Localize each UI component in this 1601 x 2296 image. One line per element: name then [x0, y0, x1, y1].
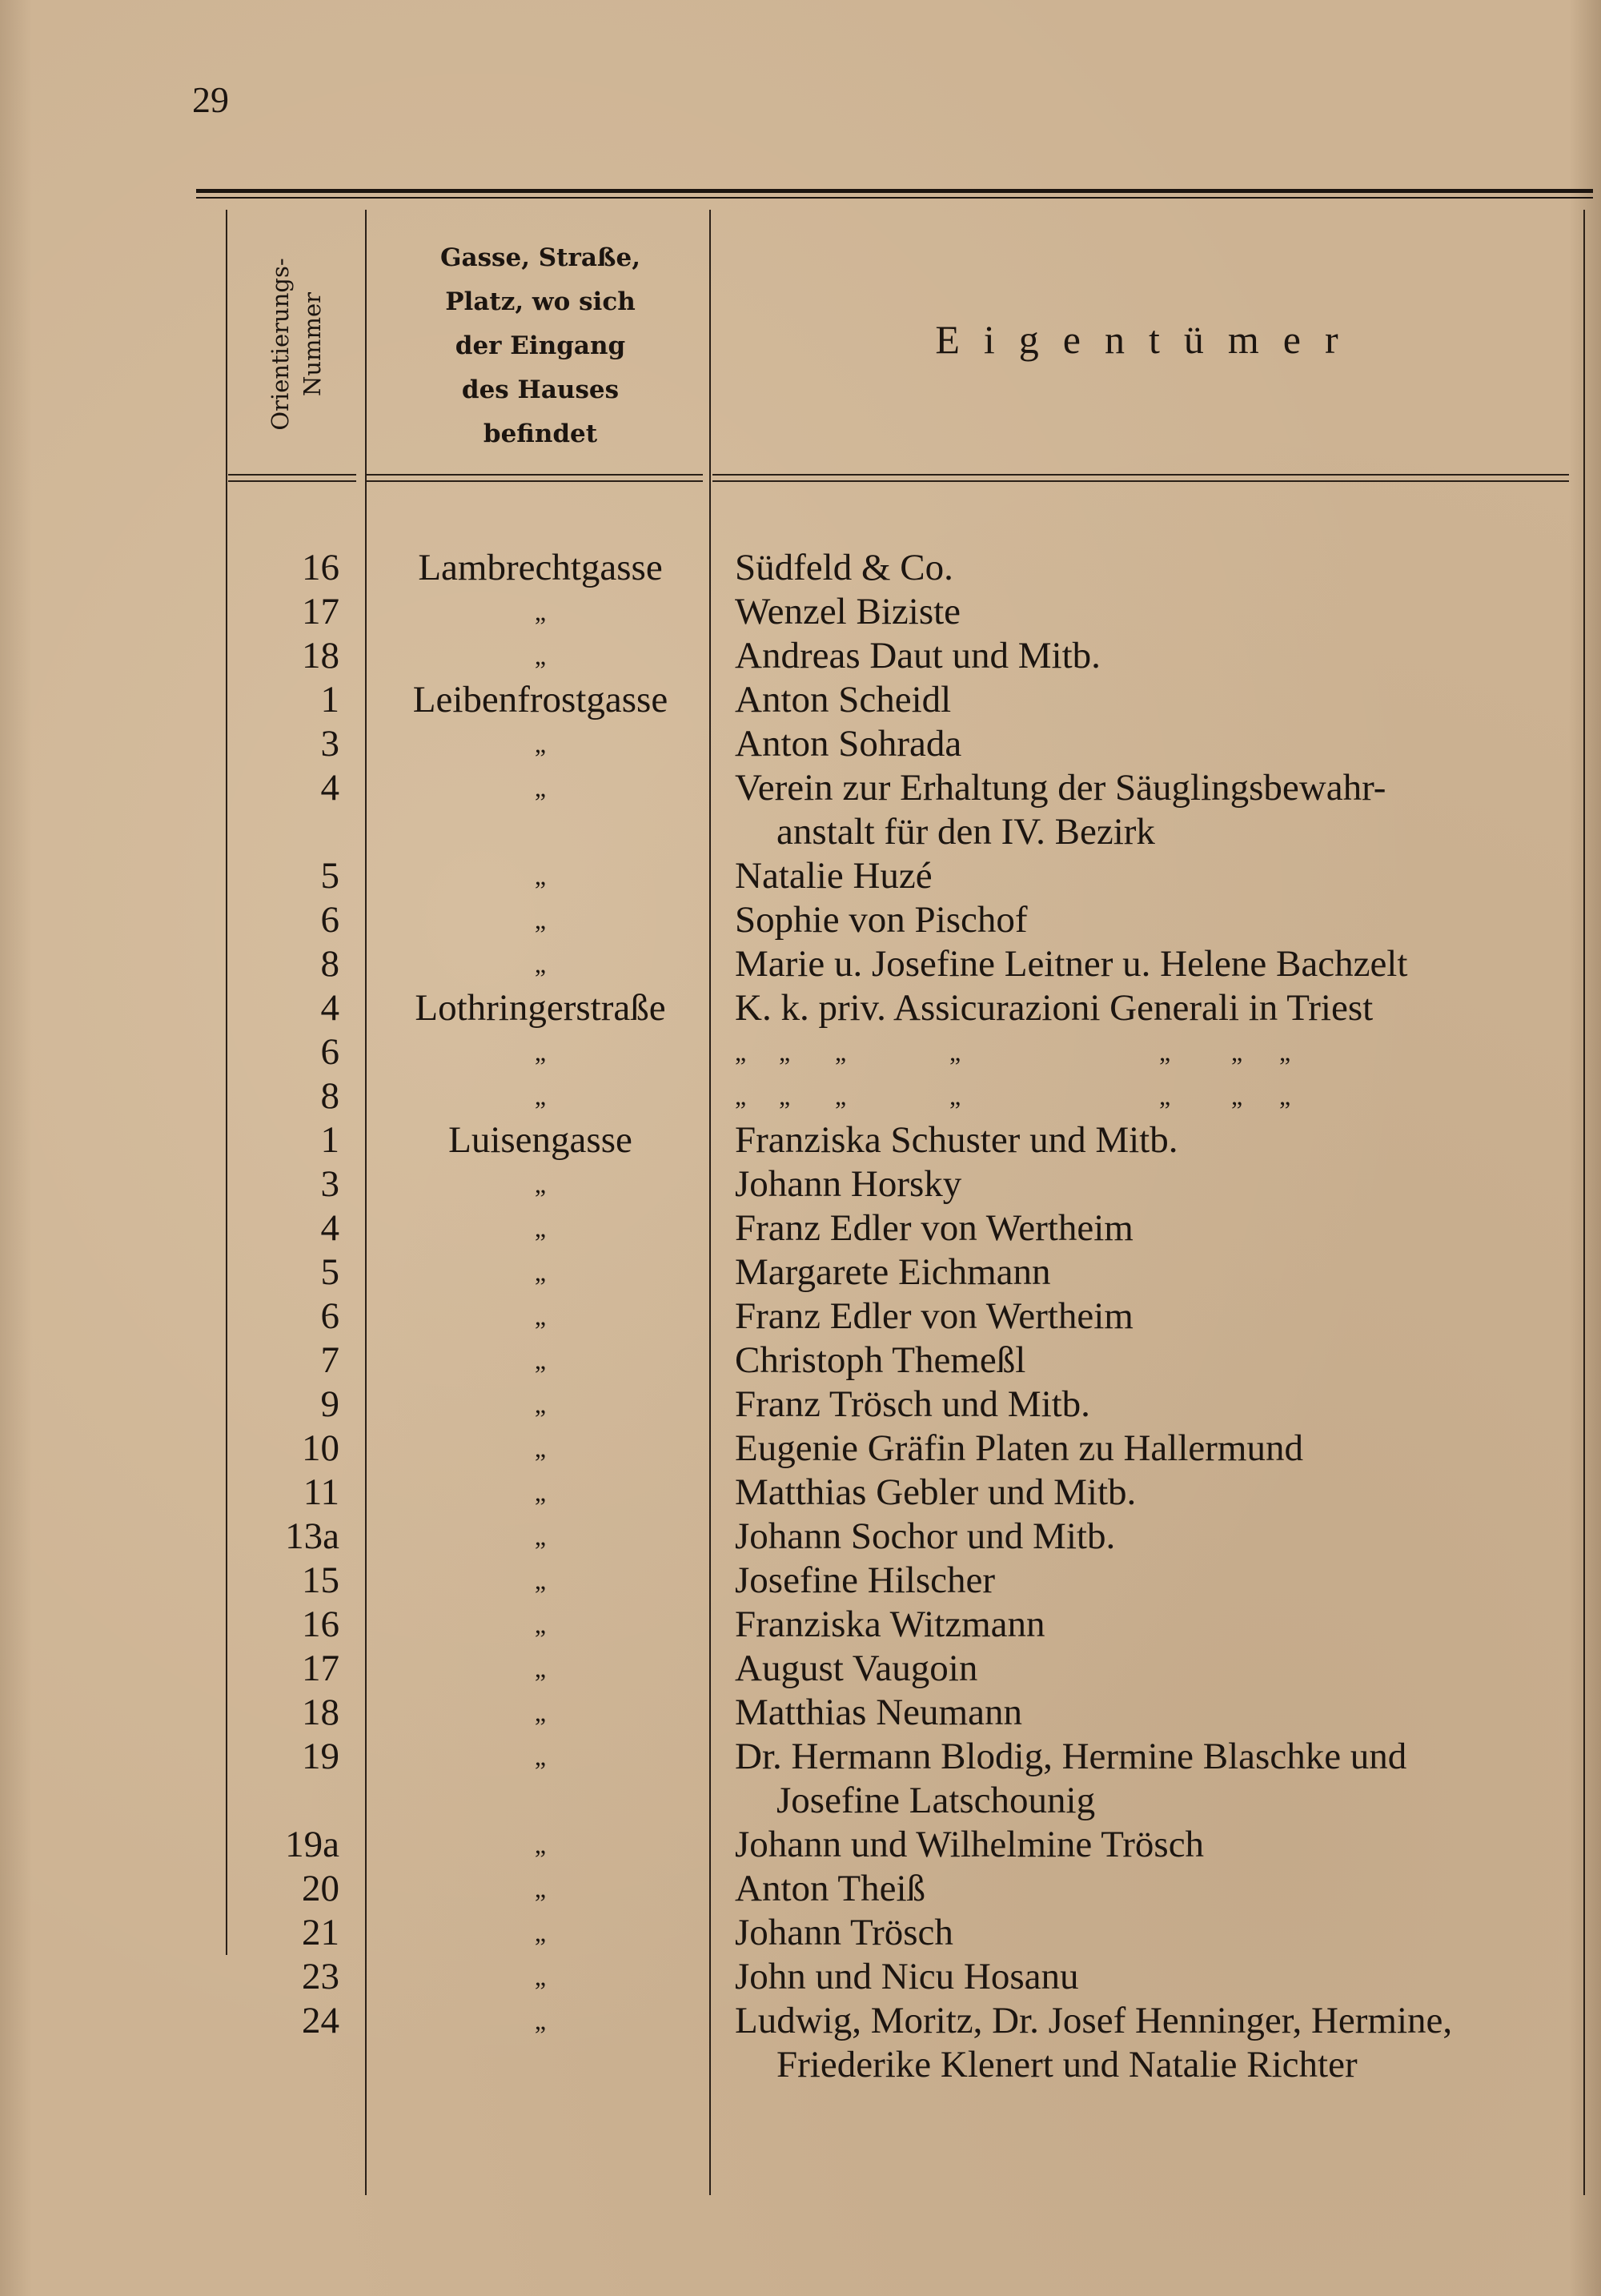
ditto-mark: „	[1159, 1038, 1171, 1066]
header-underline-1b	[228, 480, 356, 482]
ditto-mark: „	[735, 1082, 747, 1110]
header-street-line: des Hauses	[461, 375, 620, 404]
header-underline-3b	[712, 480, 1569, 482]
street-name: „	[534, 1566, 547, 1595]
orientation-number: 16	[302, 547, 339, 588]
street-name: „	[534, 905, 547, 934]
orientation-number: 4	[320, 1207, 339, 1249]
ditto-mark: „	[1279, 1082, 1291, 1110]
street-name: „	[534, 1830, 547, 1859]
header-street-column	[368, 236, 712, 456]
owner-name: Andreas Daut und Mitb.	[735, 635, 1101, 676]
ditto-mark: „	[835, 1082, 847, 1110]
orientation-number: 9	[320, 1383, 339, 1425]
page-number: 29	[192, 79, 229, 120]
owner-name: John und Nicu Hosanu	[735, 1956, 1079, 1997]
owner-name: Franz Trösch und Mitb.	[735, 1383, 1090, 1425]
header-underline-2	[367, 474, 703, 476]
owner-name: August Vaugoin	[735, 1648, 978, 1689]
street-name: „	[534, 1478, 547, 1507]
owner-name: Margarete Eichmann	[735, 1251, 1051, 1293]
street-name: „	[534, 1522, 547, 1551]
street-name: „	[534, 773, 547, 802]
orientation-number: 10	[302, 1427, 339, 1469]
orientation-number: 20	[302, 1868, 339, 1909]
street-name: „	[534, 729, 547, 758]
header-street-line: Platz, wo sich	[445, 287, 636, 316]
owner-name: Franziska Witzmann	[735, 1604, 1045, 1645]
ditto-mark: „	[949, 1038, 961, 1066]
header-number-line1: Orientierungs-	[267, 258, 294, 431]
owner-name: Verein zur Erhaltung der Säuglingsbewahr-	[735, 767, 1386, 809]
orientation-number: 19a	[285, 1824, 339, 1865]
orientation-number: 15	[302, 1559, 339, 1601]
street-name: „	[534, 1434, 547, 1463]
owner-name: Südfeld & Co.	[735, 547, 953, 588]
street-name: „	[534, 1302, 547, 1331]
street-name: „	[534, 861, 547, 890]
header-underline-3	[712, 474, 1569, 476]
header-street-line: Gasse, Straße,	[440, 243, 640, 272]
street-name: Leibenfrostgasse	[412, 679, 668, 721]
owner-name: K. k. priv. Assicurazioni Generali in Triest	[735, 987, 1374, 1029]
street-name: „	[534, 2006, 547, 2035]
orientation-number: 8	[320, 943, 339, 985]
street-name: „	[534, 1874, 547, 1903]
orientation-number: 6	[320, 899, 339, 941]
orientation-number: 17	[302, 1648, 339, 1689]
owner-name: Marie u. Josefine Leitner u. Helene Bachzelt	[735, 943, 1408, 985]
orientation-number: 6	[320, 1295, 339, 1337]
orientation-number: 16	[302, 1604, 339, 1645]
orientation-number: 4	[320, 767, 339, 809]
street-name: „	[534, 1170, 547, 1198]
header-number-column	[240, 240, 352, 448]
orientation-number: 18	[302, 635, 339, 676]
street-name: „	[534, 597, 547, 626]
owner-name: Sophie von Pischof	[735, 899, 1028, 941]
orientation-number: 11	[303, 1471, 339, 1513]
orientation-number: 7	[320, 1339, 339, 1381]
owner-name: Johann Sochor und Mitb.	[735, 1515, 1116, 1557]
owner-name-continued: anstalt für den IV. Bezirk	[776, 811, 1155, 853]
owner-name: Eugenie Gräfin Platen zu Hallermund	[735, 1427, 1303, 1469]
owner-name: Johann Trösch	[735, 1912, 953, 1953]
header-rule-thick	[196, 189, 1593, 193]
ditto-mark: „	[779, 1038, 791, 1066]
street-name: „	[534, 1742, 547, 1771]
orientation-number: 3	[320, 1163, 339, 1205]
ditto-mark: „	[779, 1082, 791, 1110]
owner-name: Franziska Schuster und Mitb.	[735, 1119, 1178, 1161]
street-name: „	[534, 1346, 547, 1375]
orientation-number: 19	[302, 1736, 339, 1777]
orientation-number: 4	[320, 987, 339, 1029]
header-number-line2: Nummer	[299, 291, 326, 397]
street-name: „	[534, 1258, 547, 1286]
owner-name: Johann und Wilhelmine Trösch	[735, 1824, 1205, 1865]
owner-name: Wenzel Biziste	[735, 591, 961, 632]
orientation-number: 8	[320, 1075, 339, 1117]
ditto-mark: „	[1231, 1082, 1243, 1110]
header-owner-column: Eigentümer	[935, 317, 1362, 362]
ditto-mark: „	[1231, 1038, 1243, 1066]
orientation-number: 1	[320, 679, 339, 721]
orientation-number: 5	[320, 1251, 339, 1293]
street-name: Luisengasse	[448, 1119, 632, 1161]
header-street-line: befindet	[483, 419, 598, 448]
owner-name: Franz Edler von Wertheim	[735, 1295, 1134, 1337]
ditto-mark: „	[835, 1038, 847, 1066]
ditto-mark: „	[735, 1038, 747, 1066]
orientation-number: 21	[302, 1912, 339, 1953]
owner-name: Anton Theiß	[735, 1868, 926, 1909]
street-name: „	[534, 1082, 547, 1110]
table-border-left	[226, 210, 227, 1955]
owner-name: Josefine Hilscher	[735, 1559, 995, 1601]
owner-name: Christoph Themeßl	[735, 1339, 1026, 1381]
header-rule-thin	[196, 197, 1593, 199]
ditto-mark: „	[1279, 1038, 1291, 1066]
orientation-number: 3	[320, 723, 339, 765]
orientation-number: 23	[302, 1956, 339, 1997]
street-name: „	[534, 1918, 547, 1947]
orientation-number: 1	[320, 1119, 339, 1161]
street-name: „	[534, 1390, 547, 1419]
street-name: „	[534, 1654, 547, 1683]
header-street-line: der Eingang	[455, 331, 626, 360]
owner-name: Franz Edler von Wertheim	[735, 1207, 1134, 1249]
owner-name: Dr. Hermann Blodig, Hermine Blaschke und	[735, 1736, 1407, 1777]
orientation-number: 18	[302, 1692, 339, 1733]
owner-name: Matthias Neumann	[735, 1692, 1022, 1733]
street-name: „	[534, 1698, 547, 1727]
owner-name: Matthias Gebler und Mitb.	[735, 1471, 1137, 1513]
street-name: Lambrechtgasse	[418, 547, 663, 588]
orientation-number: 6	[320, 1031, 339, 1073]
owner-name: Anton Sohrada	[735, 723, 962, 765]
street-name: „	[534, 1610, 547, 1639]
owner-name: Ludwig, Moritz, Dr. Josef Henninger, Hermine,	[735, 2000, 1453, 2041]
orientation-number: 24	[302, 2000, 339, 2041]
owner-name: Natalie Huzé	[735, 855, 933, 897]
owner-name: Johann Horsky	[735, 1163, 962, 1205]
street-name: „	[534, 1038, 547, 1066]
owner-name-continued: Friederike Klenert und Natalie Richter	[776, 2044, 1358, 2085]
street-name: „	[534, 949, 547, 978]
table-border-right	[1583, 210, 1585, 2195]
orientation-number: 5	[320, 855, 339, 897]
header-underline-1	[228, 474, 356, 476]
owner-name: Anton Scheidl	[735, 679, 952, 721]
orientation-number: 13a	[285, 1515, 339, 1557]
street-name: „	[534, 1214, 547, 1242]
street-name: Lothringerstraße	[415, 987, 666, 1029]
street-name: „	[534, 641, 547, 670]
street-name: „	[534, 1962, 547, 1991]
ditto-mark: „	[1159, 1082, 1171, 1110]
header-underline-2b	[367, 480, 703, 482]
orientation-number: 17	[302, 591, 339, 632]
ditto-mark: „	[949, 1082, 961, 1110]
owner-name-continued: Josefine Latschounig	[776, 1780, 1096, 1821]
